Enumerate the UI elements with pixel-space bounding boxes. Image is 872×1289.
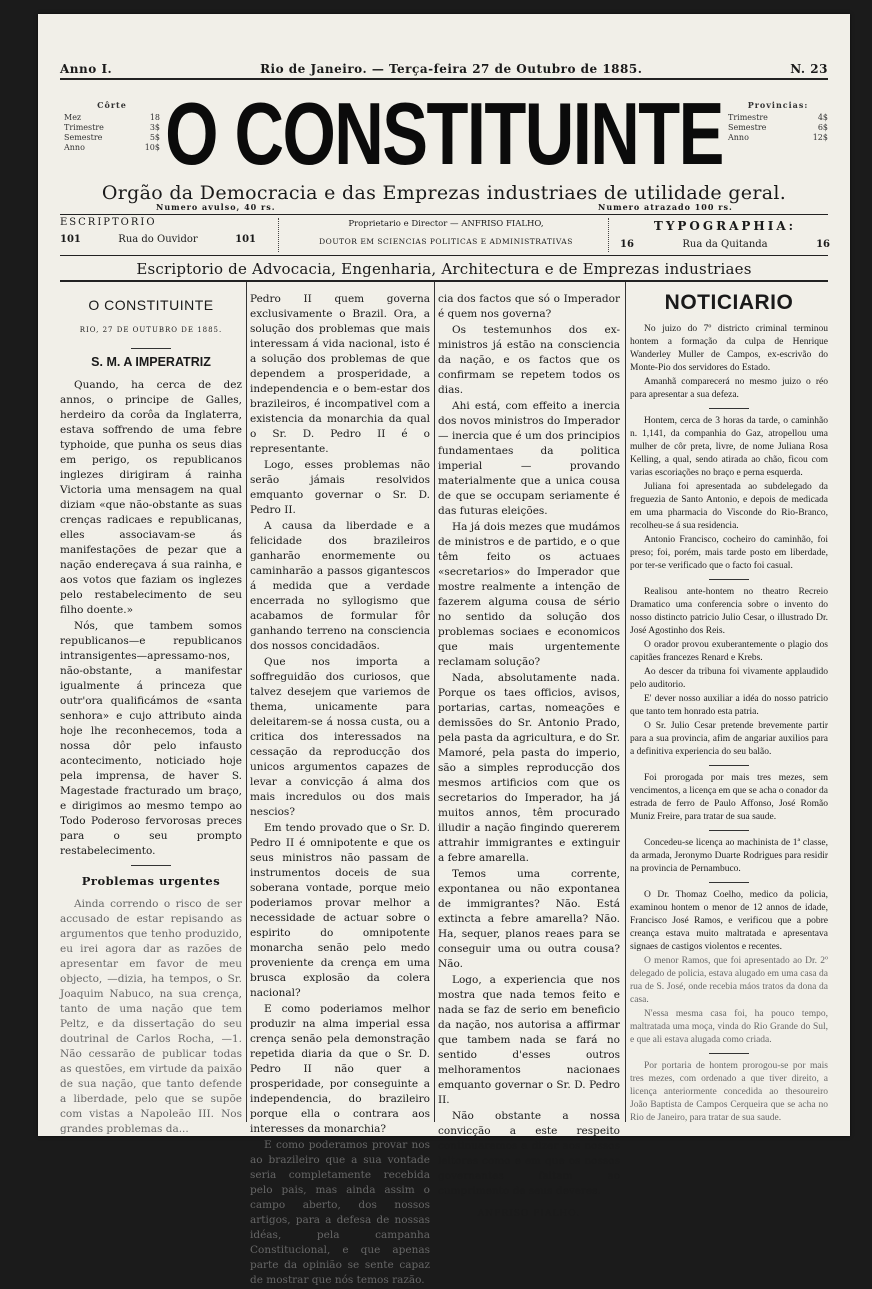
escriptorio-info [60,217,256,245]
escriptorio-number: 101 [60,234,81,245]
header-rule [60,78,828,80]
column-2 [250,292,430,1289]
issue-number: N. 23 [790,62,828,76]
dateline: RIO, 27 DE OUTUBRO DE 1885. [79,326,223,334]
article-paragraph: Quando, ha cerca de dez annos, o principe de Galles, herdeiro da corôa da Inglaterra, estava soffrendo de uma febre typhoide, que punha os seus dias em perigo, os republicanos inglezes dirigiram á rainha Victoria uma mensagem na qual diziam «que não-obstante as suas crenças radicaes e republicanas, elles associavam-se ás manifestações de pezar que a nação endereçava á sua rainha, e aos votos que faziam os inglezes pelo restabelecimento de seu filho doente.» [60,379,242,616]
place-date: Rio de Janeiro. — Terça-feira 27 de Outubro de 1885. [260,62,643,76]
article-paragraph: Em tendo provado que o Sr. D. Pedro II é omnipotente e que os seus ministros não passam de instrumentos doceis de sua soberana vontade, porque meio poderiamos provar melhor a necessidade de actuar sobre o espirito do omnipotente monarcha senão pelo medo proveniente da crença em uma brusca explosão da colera nacional? [250,822,430,999]
news-item: Juliana foi apresentada ao subdelegado da freguezia de Santo Antonio, e depois de medicada em uma pharmacia do Visconde do Rio-Branco, recolheu-se á sua residencia. [630,482,828,531]
news-item: Antonio Francisco, cocheiro do caminhão, foi preso; foi, porém, mais tarde posto em liberdade, por ter-se verificado que o facto foi casual. [630,535,828,571]
article-title-problemas: Problemas urgentes [81,874,221,888]
banner-rule [60,280,828,282]
numero-atrazado: Numero atrazado 100 rs. [598,202,733,212]
masthead-line [60,62,828,76]
article-paragraph: Logo, esses problemas não serão jámais resolvidos emquanto governar o Sr. D. Pedro II. [250,459,430,516]
newspaper-page [38,14,850,1286]
info-rule [60,255,828,256]
typographia-label: TYPOGRAPHIA: [653,219,797,233]
newspaper-title: O CONSTITUINTE [165,84,723,183]
divider [709,830,749,831]
column-rule [246,282,247,1122]
news-item: No juizo do 7º districto criminal terminou hontem a formação da culpa de Henrique Wanderley Muller de Campos, ex-escrivão do Monte-Pio dos servidores do Estado. [630,324,828,373]
subscriptions-corte [64,100,160,153]
divider [709,579,749,580]
escriptorio-number: 101 [235,234,256,245]
news-item: Realisou ante-hontem no theatro Recreio Dramatico uma conferencia sobre o invento do nosso distincto patricio Julio Cesar, o illustrado Dr. José Agostinho dos Reis. [630,587,828,636]
news-item: O orador provou exuberantemente o plagio dos capitães francezes Renard e Krebs. [630,640,828,663]
article-paragraph: Temos uma corrente, expontanea ou não expontanea de immigrantes? Não. Está extincta a febre amarella? Não. Ha, sequer, planos reaes para se conseguir uma ou outra cousa? Não. [438,868,620,970]
article-title-imperatriz: S. M. A IMPERATRIZ [91,355,211,369]
subscription-row: Trimestre 3$ [64,123,160,132]
article-paragraph: Os testemunhos dos ex-ministros já estão na consciencia da nação, e os factos que os confirmam se repetem todos os dias. [438,324,620,396]
news-item: Por portaria de hontem prorogou-se por mais tres mezes, com ordenado a que tiver direito, a licença anteriormente concedida ao thesoureiro João Baptista de Campos Cerqueira que se acha no Rio de Janeiro, para tratar de sua saude. [630,1061,828,1123]
escriptorio-label: ESCRIPTORIO [60,217,157,228]
divider [709,1053,749,1054]
newspaper-subtitle: Orgão da Democracia e das Emprezas industriaes de utilidade geral. [101,182,787,204]
subscription-row: Anno 12$ [728,133,828,142]
article-paragraph: Logo, a experiencia que nos mostra que nada temos feito e nada se faz de serio em beneficio da nação, nos autorisa a affirmar que tambem nada se fará no sentido d'esses outros melhoramentos nacionaes emquanto governar o Sr. D. Pedro II. [438,974,620,1106]
article-paragraph: Nós, que tambem somos republicanos—e republicanos intransigentes—apressamo-nos, não-obstante, a manifestar igualmente á princeza que outr'ora qualificámos de «santa senhora» e cujo attributo ainda hoje lhe reconhecemos, toda a nossa dôr pelo infausto acontecimento, noticiado hoje pela imprensa, de haver S. Magestade fracturado um braço, e dirigimos ao mesmo tempo ao Todo Poderoso fervorosas preces para o seu prompto restabelecimento. [60,620,242,857]
numero-avulso: Numero avulso, 40 rs. [156,202,276,212]
column-rule [625,282,626,1122]
signature: ANFRISO FIALHO. [477,1209,580,1219]
news-item: O Dr. Thomaz Coelho, medico da policia, examinou hontem o menor de 12 annos de idade, Francisco José Ramos, e verificou que a pobre creança estava muito maltratada e apresentava signaes de castigos violentos e recentes. [630,890,828,952]
director-degree: DOUTOR EM SCIENCIAS POLITICAS E ADMINISTRATIVAS [319,237,573,246]
subscription-row: Semestre 6$ [728,123,828,132]
news-item: Foi prorogada por mais tres mezes, sem vencimentos, a licença em que se acha o conador da estrada de ferro de Paulo Affonso, José Romão Muniz Freire, para tratar de sua saude. [630,773,828,822]
column-3 [438,292,620,1222]
article-paragraph: Nada, absolutamente nada. Porque os taes officios, avisos, portarias, cartas, nomeações e demissões do Sr. Antonio Prado, pela pasta da agricultura, e do Sr. Mamoré, pela pasta do imperio, são a simples reproducção dos mesmos artificios com que os secretarios do Imperador, ha já muitos annos, têm procurado illudir a nação fingindo quererem attrahir immigrantes e extinguir a febre amarella. [438,672,620,864]
section-title-o-constituinte: O CONSTITUINTE [88,297,214,313]
article-paragraph: A causa da liberdade e a felicidade dos brazileiros ganharão enormemente ou caminharão a passos gigantescos á medida que a verdade encerrada no syllogismo que acabamos de formular fôr ganhando terreno na consciencia dos nossos concidadãos. [250,520,430,652]
article-paragraph: E como poderamos provar nos ao brazileiro que a sua vontade seria completamente recebida pelo pais, mas ainda assim o campo aberto, dos nossos artigos, para a defesa de nossas idéas, pela campanha Constitucional, e que apenas parte da opinião se sente capaz de mostrar que nós temos razão. [250,1139,430,1286]
article-paragraph: E como poderiamos melhor produzir na alma imperial essa crença senão pela demonstração repetida diaria da que o Sr. D. Pedro II não quer a prosperidade, por conseguinte a independencia, do brazileiro porque ella o contrara aos interesses da monarchia? [250,1003,430,1135]
column-rule [434,282,435,1122]
subscription-row: Mez 18 [64,113,160,122]
section-title-noticiario: NOTICIARIO [664,291,794,314]
subscriptions-provincias-heading: Provincias: [747,100,809,110]
subscriptions-corte-heading: Côrte [97,100,127,110]
info-separator [608,218,609,252]
director-info [306,219,586,246]
escriptorio-street: Rua do Ouvidor [118,234,198,245]
column-1 [60,292,242,1138]
news-item: Concedeu-se licença ao machinista de 1ª classe, da armada, Jeronymo Duarte Rodrigues para residir na provincia de Pernambuco. [630,838,828,874]
article-paragraph: Ahi está, com effeito a inercia dos novos ministros do Imperador — inercia que é um dos principios fundamentaes da politica imperial — provando materialmente que a unica cousa de que se occupam seriamente é das futuras eleições. [438,400,620,517]
typographia-street: Rua da Quitanda [682,239,768,250]
typographia-number: 16 [620,239,634,250]
news-item: O Sr. Julio Cesar pretende brevemente partir para a sua provincia, afim de angariar auxilios para a definitiva experiencia do seu balão. [630,721,828,757]
divider [709,882,749,883]
subscription-row: Trimestre 4$ [728,113,828,122]
news-item: N'essa mesma casa foi, ha pouco tempo, maltratada uma moça, vinda do Rio Grande do Sul, e que ali estava alugada como criada. [630,1009,828,1045]
article-paragraph: Ha já dois mezes que mudámos de ministros e de partido, e o que têm feito os actuaes «secretarios» do Imperador que mostre realmente a intenção de fazerem alguma cousa de sério no sentido da solução dos problemas sociaes e economicos que mais urgentemente reclamam solução? [438,521,620,668]
news-item: E' dever nosso auxiliar a idéa do nosso patricio que tanto tem honrado esta patria. [630,694,828,717]
news-item: Hontem, cerca de 3 horas da tarde, o caminhão n. 1,141, da companhia do Gaz, atropellou uma mulher de côr preta, livre, de nome Juliana Rosa Kelling, a qual, sendo atirada ao chão, ficou com varias escoriações no braço e perna esquerda. [630,416,828,478]
news-item: Amanhã comparecerá no mesmo juizo o réo para apresentar a sua defeza. [630,377,828,400]
divider [131,865,171,866]
divider [709,765,749,766]
subscription-row: Anno 10$ [64,143,160,152]
divider [131,348,171,349]
article-paragraph: Não obstante a nossa convicção a este respeito continuaremos a dizer aos nossos leitores como e em que os nossos governantes faltam ao cumprimento de seus deveres. [438,1110,620,1197]
subtitle-rule [60,214,828,215]
article-paragraph: Que nos importa a soffreguidão dos curiosos, que talvez desejem que variemos de thema, unicamente para deleitarem-se á nossa custa, ou a critica dos interessados na cessação da reproducção dos unicos argumentos capazes de levar a convicção á alma dos mais incredulos ou dos mais nescios? [250,656,430,818]
year: Anno I. [60,62,113,76]
info-separator [278,218,279,252]
article-paragraph: Ainda correndo o risco de ser accusado de estar repisando as argumentos que tenho produzido, eu irei agora dar as razões de apresentar em favor de meu objecto, —dizia, ha tempos, o Sr. Joaquim Nabuco, na sua crença, tanto de uma nação que tem Peltz, e da dissertação do seu doutrinal de Carlos Rocha, —1. Não cessarão de publicar todas as questões, em virtude da paixão de sua nação, que tanto defende a liberdade, pelo que se supõe com vistas a Napoleão III. Nos grandes problemas da... [60,898,242,1135]
column-4 [630,292,828,1126]
office-banner: Escriptorio de Advocacia, Engenharia, Architectura e de Emprezas industriaes [136,260,752,278]
news-item: Ao descer da tribuna foi vivamente applaudido pelo auditorio. [630,667,828,690]
news-item: O menor Ramos, que foi apresentado ao Dr. 2º delegado de policia, estava alugado em uma casa da rua de S. José, onde recebia máos tratos da dona da casa. [630,956,828,1005]
typographia-info [620,219,830,250]
director-line: Proprietario e Director — ANFRISO FIALHO, [348,219,544,229]
article-paragraph: cia dos factos que só o Imperador é quem nos governa? [438,293,620,320]
subscription-row: Semestre 5$ [64,133,160,142]
divider [709,408,749,409]
typographia-number: 16 [816,239,830,250]
subscriptions-provincias [728,100,828,143]
article-paragraph: Pedro II quem governa exclusivamente o Brazil. Ora, a solução dos problemas que mais interessam á vida nacional, isto é a solução dos problemas de que dependem a prosperidade, a independencia e o bem-estar dos brazileiros, é incompativel com a existencia da monarchia da qual o Sr. D. Pedro II é o representante. [250,293,430,455]
